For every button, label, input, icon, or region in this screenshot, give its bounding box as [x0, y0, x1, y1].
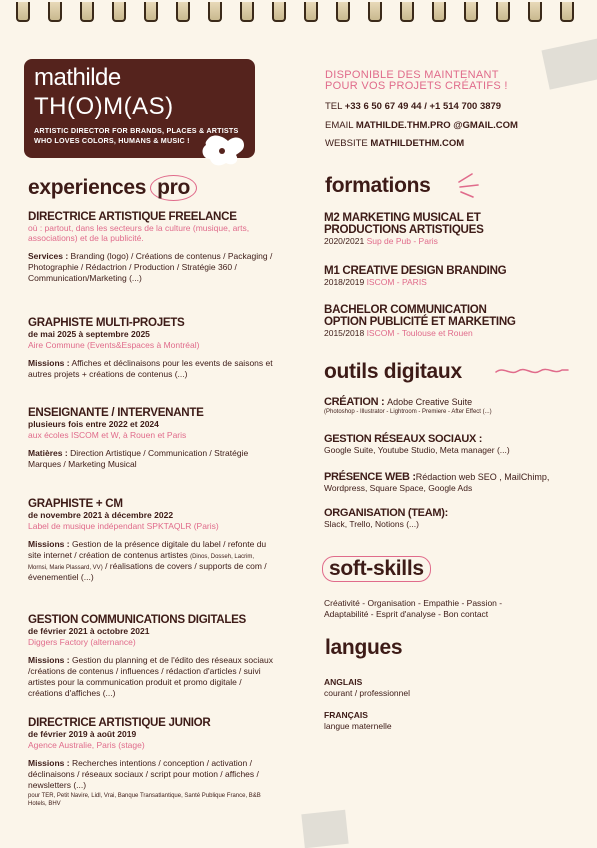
- job-title: GRAPHISTE MULTI-PROJETS: [28, 316, 185, 329]
- job-title: GESTION COMMUNICATIONS DIGITALES: [28, 613, 246, 626]
- formation-title: M2 MARKETING MUSICAL ET: [324, 211, 481, 224]
- job-text: Recherches intentions / conception / activation / déclinaisons / réseaux sociaux / script pour motion / affiches / newsletters (...): [28, 758, 259, 790]
- formation-entry: [324, 304, 574, 339]
- formation-years: 2018/2019: [324, 277, 365, 287]
- job-place: Diggers Factory (alternance): [28, 637, 136, 647]
- language-entry: [324, 710, 574, 732]
- job-place: où : partout, dans les secteurs de la culture (musique, arts, associations) et de la publicité.: [28, 223, 250, 243]
- experiences-title-circled: pro: [150, 175, 197, 201]
- softskills-title: soft-skills: [322, 556, 431, 582]
- job-entry: [28, 211, 273, 284]
- formations-title: formations: [325, 174, 431, 197]
- job-title: ENSEIGNANTE / INTERVENANTE: [28, 406, 204, 419]
- website-line: [325, 138, 585, 149]
- wavy-line-icon: [494, 364, 570, 378]
- job-text: Gestion du planning et de l'édito des réseaux sociaux /créations de contenus / influences / rédaction d'articles / suivi artistes pour la communication produit et promo digitale / créations d'affiches (...): [28, 655, 273, 698]
- language-level: langue maternelle: [324, 721, 392, 731]
- binding-ring: [48, 2, 62, 22]
- binding-ring: [80, 2, 94, 22]
- binding-ring: [336, 2, 350, 22]
- job-entry: [28, 317, 273, 380]
- formation-title: OPTION PUBLICITÉ ET MARKETING: [324, 315, 516, 328]
- binding-ring: [272, 2, 286, 22]
- langues-heading: [325, 636, 402, 660]
- tagline-line: ARTISTIC DIRECTOR FOR BRANDS, PLACES & ARTISTS: [34, 126, 239, 135]
- binding-ring: [496, 2, 510, 22]
- formation-school: Sup de Pub - Paris: [366, 236, 438, 246]
- job-clients: (Dinos, Dosseh, Lacrim, Mornsi, Marie Plassard, VV): [28, 554, 255, 571]
- softskills-list: [324, 598, 574, 620]
- language-name: FRANÇAIS: [324, 710, 368, 720]
- job-text: Direction Artistique / Communication / Stratégie Marques / Marketing Musical: [28, 448, 249, 469]
- formation-title: BACHELOR COMMUNICATION: [324, 303, 487, 316]
- formation-date: [324, 328, 574, 339]
- job-date: de février 2019 à août 2019: [28, 729, 137, 739]
- last-name: TH(O)M(AS): [34, 93, 174, 120]
- formation-school: ISCOM - PARIS: [366, 277, 427, 287]
- language-level: courant / professionnel: [324, 688, 410, 698]
- langues-title: langues: [325, 636, 403, 659]
- availability-line: POUR VOS PROJETS CRÉATIFS !: [325, 80, 508, 92]
- job-place: Aire Commune (Events&Espaces à Montréal): [28, 340, 200, 350]
- experiences-title: experiences: [28, 176, 147, 199]
- tool-entry: [324, 471, 574, 494]
- tool-title: CRÉATION :: [324, 396, 385, 408]
- tool-title-line: [324, 396, 574, 408]
- softskills-line: Adaptabilité - Esprit d'analyse - Bon contact: [324, 609, 489, 619]
- job-clients: pour TER, Petit Navire, Lidl, Vrai, Banque Transatlantique, Santé Publique France, B&B Hotels, BHV: [28, 793, 261, 807]
- job-date: de février 2021 à octobre 2021: [28, 626, 150, 636]
- formation-years: 2015/2018: [324, 328, 365, 338]
- job-title: GRAPHISTE + CM: [28, 497, 123, 510]
- website-label: WEBSITE: [325, 138, 368, 149]
- job-entry: [28, 614, 273, 699]
- formation-school: ISCOM - Toulouse et Rouen: [366, 328, 473, 338]
- tagline-line: WHO LOVES COLORS, HUMANS & MUSIC !: [34, 136, 190, 145]
- job-label: Services :: [28, 251, 69, 261]
- job-place: Agence Australie, Paris (stage): [28, 740, 145, 750]
- name-header: [24, 59, 255, 158]
- binding-ring: [400, 2, 414, 22]
- binding-ring: [16, 2, 30, 22]
- binding-ring: [368, 2, 382, 22]
- formation-title: PRODUCTIONS ARTISTIQUES: [324, 223, 484, 236]
- binding-ring: [304, 2, 318, 22]
- job-label: Matières :: [28, 448, 68, 458]
- job-title: DIRECTRICE ARTISTIQUE JUNIOR: [28, 716, 211, 729]
- tool-entry: [324, 433, 574, 456]
- tool-subtitle: Adobe Creative Suite: [387, 397, 473, 407]
- binding-ring: [176, 2, 190, 22]
- outils-title: outils digitaux: [324, 360, 462, 383]
- formations-heading: [325, 174, 431, 198]
- job-text: Gestion de la présence digitale du label / refonte du site internet / création de contenus artistes: [28, 539, 267, 560]
- outils-heading: [324, 360, 462, 384]
- binding-ring: [560, 2, 574, 22]
- tool-subtitle: Rédaction web SEO , MailChimp,: [415, 472, 550, 482]
- tool-entry: [324, 507, 574, 530]
- job-description: [28, 448, 273, 470]
- job-entry: [28, 717, 273, 808]
- job-label: Missions :: [28, 358, 70, 368]
- website-link[interactable]: MATHILDETHM.COM: [370, 138, 465, 149]
- email-label: EMAIL: [325, 120, 354, 131]
- job-description: [28, 655, 273, 699]
- job-text: / réalisations de covers / supports de com / évenementiel (...): [28, 561, 267, 582]
- phone-label: TEL: [325, 101, 343, 112]
- binding-ring: [144, 2, 158, 22]
- formation-date: [324, 236, 574, 247]
- job-label: Missions :: [28, 758, 70, 768]
- job-description: [28, 251, 273, 284]
- email-line: [325, 120, 585, 131]
- binding-ring: [432, 2, 446, 22]
- tool-title: PRÉSENCE WEB :: [324, 471, 416, 483]
- formation-date: [324, 277, 574, 288]
- job-text: Affiches et déclinaisons pour les events de saisons et autres projets + créations de contenus (...): [28, 358, 273, 379]
- experiences-heading: [28, 175, 197, 201]
- first-name: mathilde: [34, 64, 121, 91]
- job-place: aux écoles ISCOM et W, à Rouen et Paris: [28, 430, 187, 440]
- job-title: DIRECTRICE ARTISTIQUE FREELANCE: [28, 210, 237, 223]
- tagline: [34, 126, 238, 146]
- tool-title: ORGANISATION (TEAM):: [324, 507, 448, 519]
- binding-ring: [208, 2, 222, 22]
- softskills-line: Créativité - Organisation - Empathie - Passion -: [324, 598, 503, 608]
- binding-ring: [528, 2, 542, 22]
- job-label: Missions :: [28, 539, 70, 549]
- tape-piece-bottom: [301, 810, 348, 848]
- binding-ring: [240, 2, 254, 22]
- formation-entry: [324, 265, 574, 288]
- formation-title: M1 CREATIVE DESIGN BRANDING: [324, 264, 507, 277]
- tool-entry: [324, 396, 574, 416]
- job-entry: [28, 407, 273, 470]
- job-place: Label de musique indépendant SPKTAQLR (Paris): [28, 521, 219, 531]
- language-entry: [324, 677, 574, 699]
- job-text: Branding (logo) / Créations de contenus / Packaging / Photographie / Rédactrion / Production / Stratégie 360 / Communication/Marketing (...): [28, 251, 273, 283]
- availability-line: DISPONIBLE DES MAINTENANT: [325, 69, 499, 81]
- tool-title-line: [324, 471, 574, 483]
- tool-title: GESTION RÉSEAUX SOCIAUX :: [324, 433, 483, 445]
- tool-description: Wordpress, Square Space, Google Ads: [324, 483, 473, 493]
- job-description: [28, 758, 273, 791]
- binding-ring: [464, 2, 478, 22]
- job-label: Missions :: [28, 655, 70, 665]
- tool-description: Slack, Trello, Notions (...): [324, 519, 419, 529]
- job-date: plusieurs fois entre 2022 et 2024: [28, 419, 159, 429]
- email-link[interactable]: MATHILDE.THM.PRO @GMAIL.COM: [355, 120, 518, 131]
- phone-value[interactable]: +33 6 50 67 49 44 / +1 514 700 3879: [344, 101, 502, 112]
- binding-ring: [112, 2, 126, 22]
- job-description: [28, 358, 273, 380]
- formation-entry: [324, 212, 574, 247]
- contact-block: [325, 70, 585, 149]
- phone-line: [325, 101, 585, 112]
- softskills-heading: [322, 556, 431, 582]
- job-date: de mai 2025 à septembre 2025: [28, 329, 150, 339]
- job-description: [28, 539, 273, 583]
- tool-description: Google Suite, Youtube Studio, Meta manager (...): [324, 445, 510, 455]
- tool-description: (Photoshop - Illustrator - Lightroom - Premiere - After Effect (...): [324, 409, 492, 415]
- formation-years: 2020/2021: [324, 236, 365, 246]
- job-date: de novembre 2021 à décembre 2022: [28, 510, 174, 520]
- spiral-binding: [0, 0, 597, 26]
- language-name: ANGLAIS: [324, 677, 363, 687]
- job-entry: [28, 498, 273, 583]
- sparkle-strokes-icon: [456, 170, 482, 198]
